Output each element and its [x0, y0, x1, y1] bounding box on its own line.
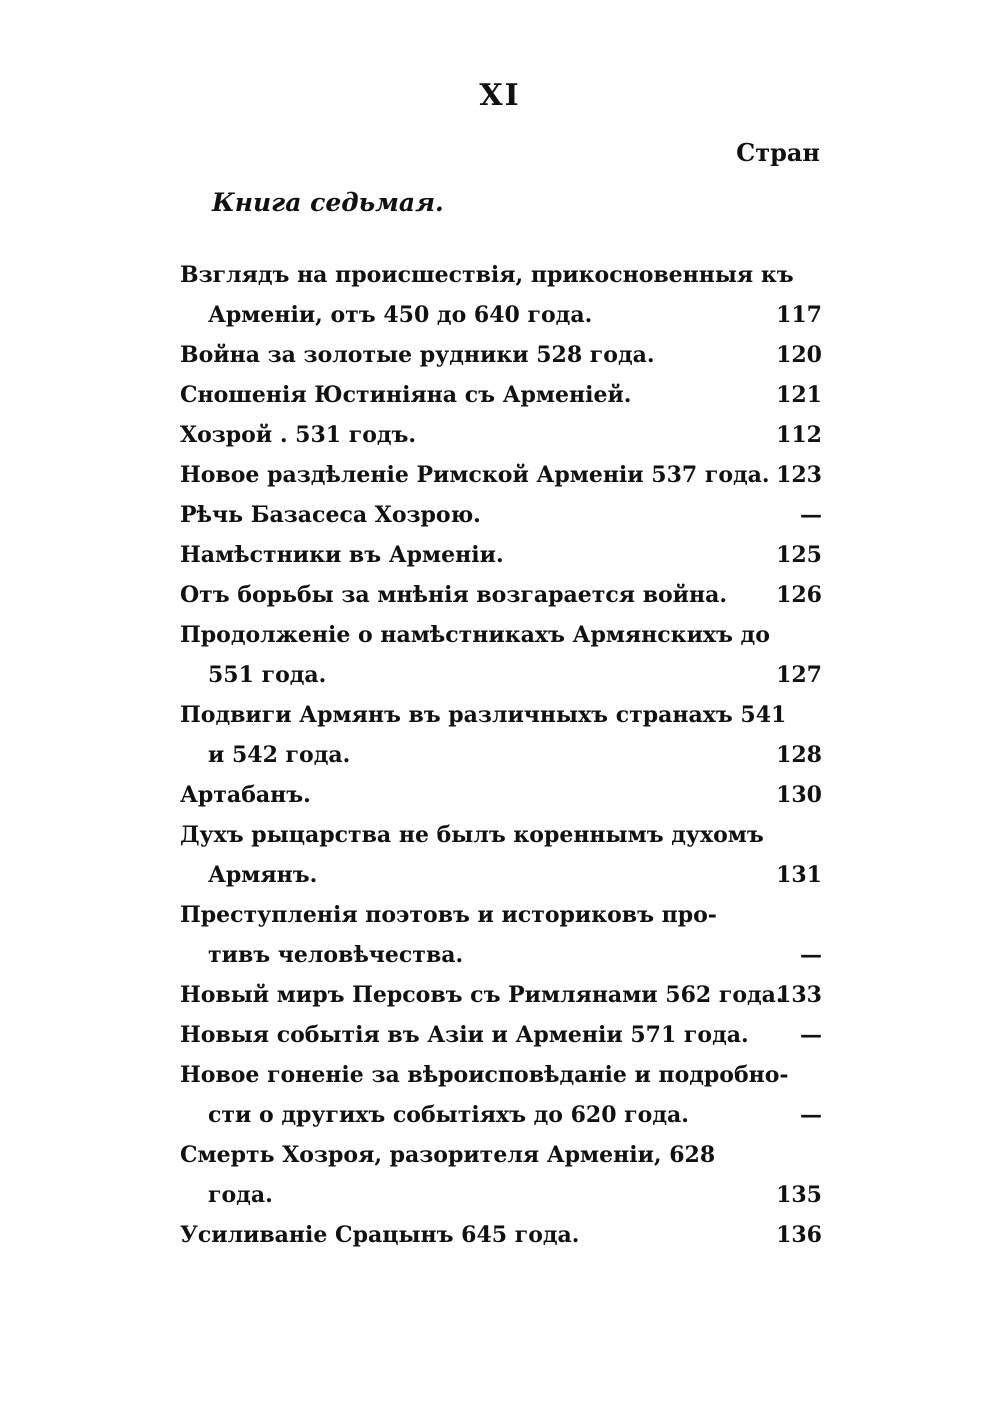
toc-entry-page: — [800, 942, 822, 968]
toc-entry-page: 121 [776, 382, 822, 408]
page-number: XI [479, 78, 521, 113]
toc-entry-text: тивъ человѣчества. [208, 942, 464, 968]
page-column-label: Стран [736, 138, 820, 167]
toc-entry [180, 1055, 830, 1095]
toc-entry-text: Усиливаніе Срацынъ 645 года. [180, 1222, 580, 1248]
toc-entry-text: Новый миръ Персовъ съ Римлянами 562 года. [180, 982, 784, 1008]
toc-entry [180, 1215, 830, 1255]
toc-entry-page: 125 [776, 542, 822, 568]
toc-entry [180, 735, 830, 775]
toc-entry [180, 535, 830, 575]
toc-entry-page: 136 [776, 1222, 822, 1248]
toc-entry [180, 455, 830, 495]
toc-entry-text: Хозрой . 531 годъ. [180, 422, 417, 448]
toc-entry [180, 855, 830, 895]
toc-entry-page: — [800, 502, 822, 528]
toc-entry-text: Намѣстники въ Арменіи. [180, 542, 504, 568]
toc-entry-text: Подвиги Армянъ въ различныхъ странахъ 541 [180, 702, 787, 728]
toc-entry-text: Новое раздѣленіе Римской Арменіи 537 года. [180, 462, 770, 488]
toc-entry [180, 495, 830, 535]
toc-entry [180, 1175, 830, 1215]
toc-entry-text: Армянъ. [208, 862, 318, 888]
toc-entry-page: 130 [776, 782, 822, 808]
toc-entry [180, 335, 830, 375]
table-of-contents [180, 255, 830, 1255]
section-title: Книга седьмая. [212, 188, 444, 217]
toc-entry-text: Арменіи, отъ 450 до 640 года. [208, 302, 593, 328]
toc-entry [180, 615, 830, 655]
toc-entry-text: года. [208, 1182, 273, 1208]
toc-entry [180, 935, 830, 975]
toc-entry-page: 112 [776, 422, 822, 448]
toc-entry-text: сти о другихъ событіяхъ до 620 года. [208, 1102, 689, 1128]
toc-entry-text: Отъ борьбы за мнѣнія возгарается война. [180, 582, 727, 608]
toc-entry [180, 1135, 830, 1175]
toc-entry [180, 295, 830, 335]
toc-entry-page: 133 [776, 982, 822, 1008]
toc-entry-page: 135 [776, 1182, 822, 1208]
toc-entry-page: — [800, 1022, 822, 1048]
toc-entry-text: Взглядъ на происшествія, прикосновенныя къ [180, 262, 794, 288]
toc-entry-page: 128 [776, 742, 822, 768]
toc-entry [180, 575, 830, 615]
toc-entry-text: Смерть Хозроя, разорителя Арменіи, 628 [180, 1142, 716, 1168]
toc-entry-text: Духъ рыцарства не былъ кореннымъ духомъ [180, 822, 764, 848]
toc-entry-text: Рѣчь Базасеса Хозрою. [180, 502, 481, 528]
toc-entry-text: Преступленія поэтовъ и историковъ про- [180, 902, 717, 928]
toc-entry-page: 120 [776, 342, 822, 368]
toc-entry [180, 255, 830, 295]
toc-entry-text: Сношенія Юстиніяна съ Арменіей. [180, 382, 632, 408]
toc-entry [180, 1015, 830, 1055]
toc-entry-text: Артабанъ. [180, 782, 311, 808]
toc-entry [180, 1095, 830, 1135]
toc-entry [180, 695, 830, 735]
toc-entry-text: Новое гоненіе за вѣроисповѣданіе и подробно- [180, 1062, 789, 1088]
toc-entry [180, 895, 830, 935]
toc-entry [180, 415, 830, 455]
toc-entry [180, 975, 830, 1015]
toc-entry-text: Продолженіе о намѣстникахъ Армянскихъ до [180, 622, 770, 648]
toc-entry-page: 131 [776, 862, 822, 888]
toc-entry-text: и 542 года. [208, 742, 351, 768]
toc-entry-page: — [800, 1102, 822, 1128]
toc-entry-page: 127 [776, 662, 822, 688]
toc-entry [180, 815, 830, 855]
toc-entry-text: 551 года. [208, 662, 327, 688]
toc-entry-text: Война за золотые рудники 528 года. [180, 342, 655, 368]
toc-entry-text: Новыя событія въ Азіи и Арменіи 571 года. [180, 1022, 749, 1048]
toc-entry [180, 655, 830, 695]
toc-entry [180, 375, 830, 415]
toc-entry [180, 775, 830, 815]
toc-entry-page: 123 [776, 462, 822, 488]
toc-entry-page: 126 [776, 582, 822, 608]
toc-entry-page: 117 [776, 302, 822, 328]
